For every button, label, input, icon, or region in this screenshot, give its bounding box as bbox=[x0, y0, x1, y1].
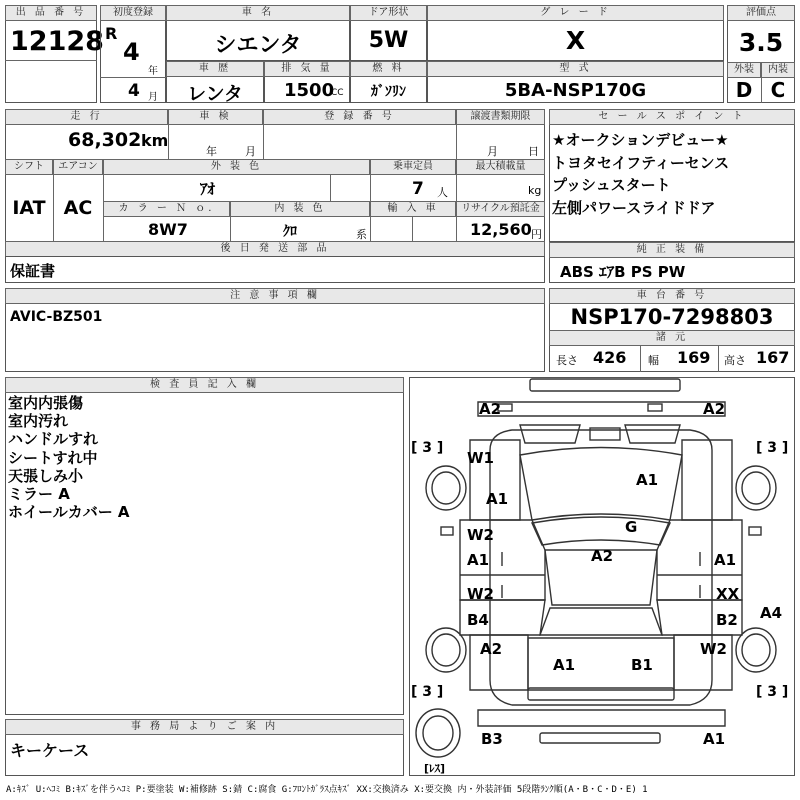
length-label: 長さ bbox=[556, 354, 578, 367]
interior-color: ｸﾛ bbox=[283, 224, 297, 240]
equipment: ABS ｴｱB PS PW bbox=[560, 263, 686, 281]
grade: X bbox=[565, 26, 586, 55]
mileage-unit: km bbox=[141, 131, 169, 150]
reg-label: 登 録 番 号 bbox=[263, 109, 456, 125]
fuel: ｶﾞｿﾘﾝ bbox=[371, 84, 406, 100]
tire-tread-rear-left: [ 3 ] bbox=[411, 684, 444, 700]
damage-code: B4 bbox=[467, 611, 489, 629]
inspector-line: ミラー A bbox=[8, 485, 70, 504]
damage-code: B2 bbox=[716, 611, 738, 629]
sales-point: ★オークションデビュー★ bbox=[552, 131, 729, 149]
damage-code: W2 bbox=[700, 640, 727, 658]
length: 426 bbox=[593, 348, 627, 367]
load-unit: kg bbox=[528, 184, 542, 197]
era: R bbox=[105, 24, 118, 43]
insp-year-unit: 年 bbox=[206, 145, 217, 158]
damage-code: A1 bbox=[636, 471, 659, 489]
ext-label: 外装 bbox=[727, 62, 761, 78]
office-note: キーケース bbox=[10, 741, 90, 760]
damage-code: A4 bbox=[760, 604, 783, 622]
model-label: 型 式 bbox=[427, 61, 724, 77]
later-parts-label: 後 日 発 送 部 品 bbox=[5, 241, 545, 257]
color-no-label: カ ラ ー Ｎ ｏ. bbox=[103, 201, 230, 217]
month-unit: 月 bbox=[148, 92, 158, 103]
int-color-unit: 系 bbox=[356, 228, 367, 241]
score: 3.5 bbox=[738, 28, 784, 57]
later-parts: 保証書 bbox=[10, 262, 56, 280]
damage-code: A2 bbox=[703, 400, 726, 418]
damage-code: W2 bbox=[467, 585, 494, 603]
height: 167 bbox=[756, 348, 790, 367]
lot-label: 出 品 番 号 bbox=[5, 5, 97, 21]
int-label: 内装 bbox=[761, 62, 795, 78]
car-name: シエンタ bbox=[214, 33, 302, 58]
name-label: 車 名 bbox=[166, 5, 350, 21]
ext-score: D bbox=[735, 78, 753, 102]
damage-code: A1 bbox=[714, 551, 737, 569]
damage-code: A2 bbox=[479, 400, 502, 418]
first-reg-label: 初度登録 bbox=[100, 5, 166, 21]
int-color-label: 内 装 色 bbox=[230, 201, 370, 217]
damage-code: W1 bbox=[467, 449, 494, 467]
first-reg-month: 4 bbox=[128, 81, 140, 101]
history-label: 車 歴 bbox=[166, 61, 264, 77]
grade-label: グ レ ー ド bbox=[427, 5, 724, 21]
shift-label: シフト bbox=[5, 159, 53, 175]
height-label: 高さ bbox=[724, 354, 746, 367]
dims-label: 諸 元 bbox=[549, 330, 795, 346]
color-number: 8W7 bbox=[148, 220, 188, 239]
door-label: ドア形状 bbox=[350, 5, 427, 21]
mileage-label: 走 行 bbox=[5, 109, 168, 125]
chassis-number: NSP170-7298803 bbox=[570, 305, 774, 329]
damage-code: A2 bbox=[591, 547, 614, 565]
inspection-label: 車 検 bbox=[168, 109, 263, 125]
damage-code: A2 bbox=[480, 640, 503, 658]
damage-code: A1 bbox=[703, 730, 726, 748]
exterior-color: ｱｵ bbox=[200, 180, 216, 198]
sales-point: プッシュスタート bbox=[552, 176, 671, 194]
insp-month-unit: 月 bbox=[245, 145, 256, 158]
first-reg-year: 4 bbox=[123, 38, 140, 66]
damage-code: B1 bbox=[631, 656, 653, 674]
sales-point: 左側パワースライドドア bbox=[552, 198, 716, 217]
inspector-label: 検 査 員 記 入 欄 bbox=[5, 377, 404, 393]
equipment-label: 純 正 装 備 bbox=[549, 242, 795, 258]
history: レンタ bbox=[187, 83, 243, 105]
int-score: C bbox=[770, 78, 786, 102]
damage-code: B3 bbox=[481, 730, 503, 748]
legend: A:ｷｽﾞ U:ﾍｺﾐ B:ｷｽﾞを伴うﾍｺﾐ P:要塗装 W:補修跡 S:錆 C:腐食 G:ﾌﾛﾝﾄｶﾞﾗｽ点ｷｽﾞ XX:交換済み X:要交換 内・外装評価 5段階ﾗﾝｸ順(A・B・C・D・E) 1 bbox=[6, 785, 648, 795]
load-label: 最大積載量 bbox=[456, 159, 545, 175]
model-code: 5BA-NSP170G bbox=[504, 80, 647, 101]
recycle-unit: 円 bbox=[531, 228, 542, 241]
aircon: AC bbox=[63, 197, 93, 219]
damage-code: A1 bbox=[486, 490, 509, 508]
notes: AVIC-BZ501 bbox=[10, 309, 103, 325]
office-label: 事 務 局 よ り ご 案 内 bbox=[5, 719, 404, 735]
later-parts-box bbox=[5, 256, 545, 283]
width-label: 幅 bbox=[648, 354, 659, 367]
deadline-month: 月 bbox=[487, 145, 498, 158]
ac-label: エアコン bbox=[53, 159, 103, 175]
color-label: 外 装 色 bbox=[103, 159, 370, 175]
tire-tread-front-left: [ 3 ] bbox=[411, 440, 444, 456]
capacity-label: 乗車定員 bbox=[370, 159, 456, 175]
displacement: 1500 bbox=[284, 80, 335, 101]
inspector-line: 天張しみ小 bbox=[8, 466, 84, 485]
recycle-fee: 12,560 bbox=[470, 220, 532, 239]
shift: IAT bbox=[12, 197, 46, 219]
mileage: 68,302 bbox=[68, 129, 142, 151]
inspector-line: 室内内張傷 bbox=[8, 394, 84, 412]
inspector-line: シートすれ中 bbox=[8, 448, 98, 467]
door-type: 5W bbox=[368, 28, 409, 53]
inspector-line: 室内汚れ bbox=[8, 412, 69, 431]
inspector-notes bbox=[8, 394, 130, 521]
sales-point: トヨタセイフティーセンス bbox=[552, 153, 730, 172]
inspector-line: ハンドルすれ bbox=[8, 430, 99, 449]
damage-code: G bbox=[625, 518, 638, 536]
car-diagram bbox=[409, 377, 795, 776]
damage-code: A1 bbox=[553, 656, 576, 674]
capacity: 7 bbox=[412, 179, 424, 199]
tire-tread-rear-right: [ 3 ] bbox=[756, 684, 789, 700]
sales-label: セ ー ル ス ポ イ ン ト bbox=[549, 109, 795, 125]
damage-code: A1 bbox=[467, 551, 490, 569]
tire-tread-front-right: [ 3 ] bbox=[756, 440, 789, 456]
import-label: 輸 入 車 bbox=[370, 201, 456, 217]
notes-label: 注 意 事 項 欄 bbox=[5, 288, 545, 304]
capacity-unit: 人 bbox=[437, 186, 448, 199]
cc-label: 排 気 量 bbox=[264, 61, 350, 77]
deadline-day: 日 bbox=[528, 145, 539, 158]
damage-code: W2 bbox=[467, 526, 494, 544]
year-unit: 年 bbox=[148, 66, 158, 77]
damage-code: XX bbox=[716, 585, 740, 603]
fuel-label: 燃 料 bbox=[350, 61, 427, 77]
lot-number: 12128 bbox=[10, 26, 104, 57]
score-label: 評価点 bbox=[727, 5, 795, 21]
inspector-line: ホイールカバー A bbox=[8, 503, 130, 522]
cc-unit: CC bbox=[331, 88, 344, 98]
deadline-label: 譲渡書類期限 bbox=[456, 109, 545, 125]
width: 169 bbox=[677, 348, 711, 367]
recycle-label: リサイクル預託金 bbox=[456, 201, 545, 217]
chassis-label: 車 台 番 号 bbox=[549, 288, 795, 304]
sales-points bbox=[552, 129, 729, 219]
spare-tire-mark: [ﾚｽ] bbox=[424, 762, 446, 775]
